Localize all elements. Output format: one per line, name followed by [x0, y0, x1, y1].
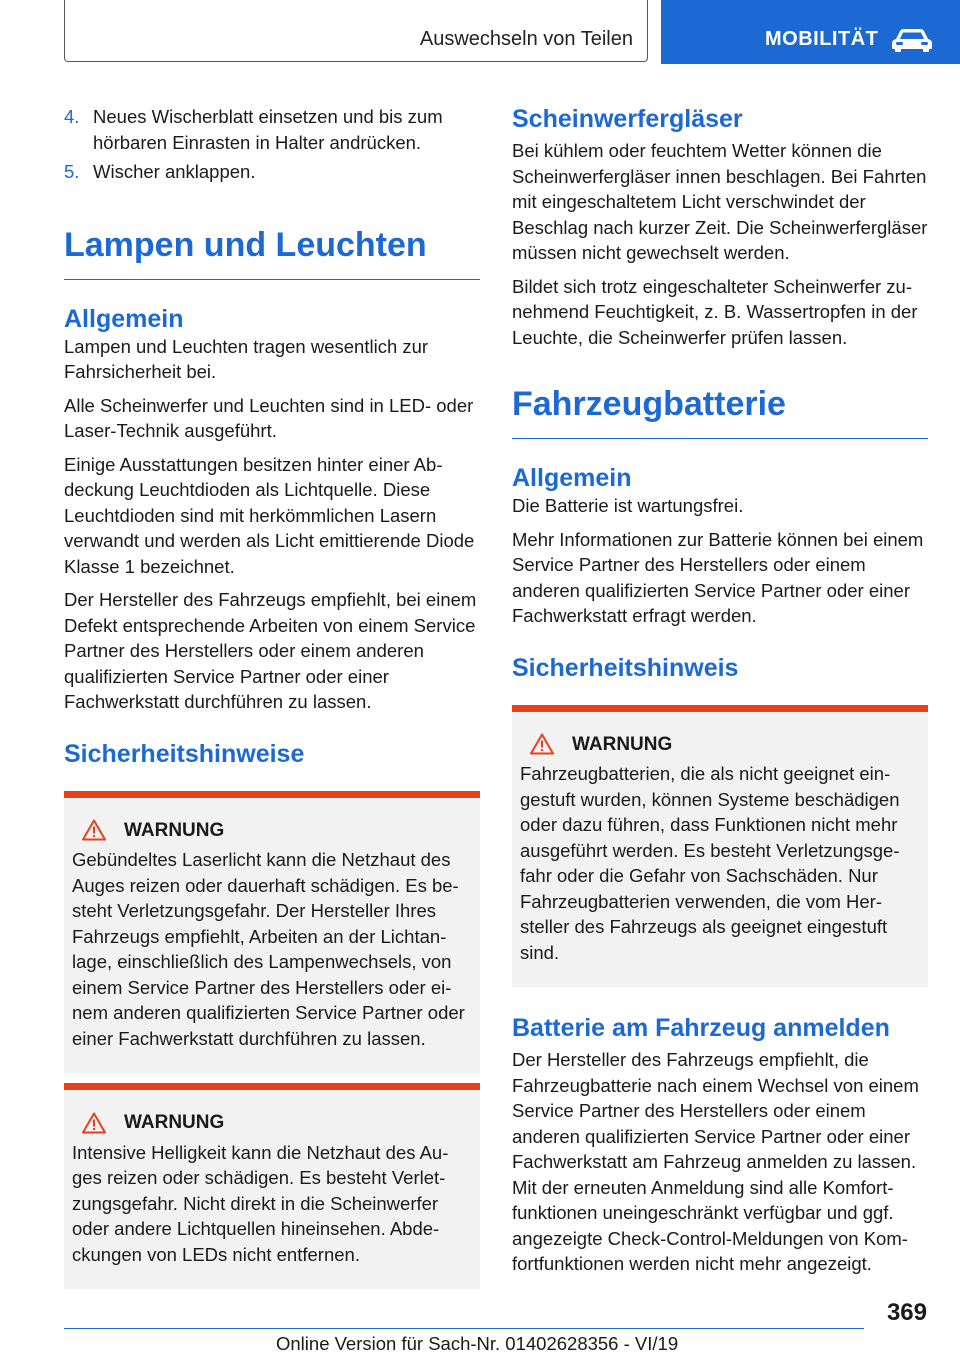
right-column — [512, 104, 928, 1285]
heading-battery: Fahrzeugbatterie — [512, 384, 928, 439]
step-text: Neues Wischerblatt einsetzen und bis zum hörbaren Einrasten in Halter andrücken. — [93, 106, 443, 153]
warning-text: Intensive Helligkeit kann die Netzhaut des Auges reizen oder schädigen. Es besteht Verletzungsgefahr. Nicht direkt in die Scheinwerfer oder andere Lichtquellen hineinsehen. Abdeckungen von LEDs nicht entfernen. — [72, 1141, 449, 1265]
online-version-note: Online Version für Sach-Nr. 01402628356 - VI/19 — [276, 1333, 679, 1354]
paragraph: Die Batterie ist wartungsfrei. — [512, 495, 744, 516]
paragraph: Einige Ausstattungen besitzen hinter einer Abdeckung Leuchtdioden als Lichtquelle. Diese Leuchtdioden sind mit herkömmlichen Lasern verwandt und werden als Licht emittierende Diode Klasse 1 bezeichnet. — [64, 453, 475, 577]
warning-label: WARNUNG — [572, 733, 673, 755]
heading-register-battery: Batterie am Fahrzeug anmelden — [512, 1014, 890, 1042]
paragraph: Bei kühlem oder feuchtem Wetter können die Scheinwerfergläser innen beschlagen. Bei Fahrten mit eingeschaltetem Licht verschwindet der Beschlag nach kurzer Zeit. Die Scheinwerfergläser müssen nicht gewechselt werden. — [512, 140, 928, 263]
step-item — [64, 159, 480, 185]
heading-safety: Sicherheitshinweise — [64, 739, 305, 768]
warning-label: WARNUNG — [124, 1112, 225, 1133]
warning-label: WARNUNG — [124, 819, 225, 841]
paragraph: Der Hersteller des Fahrzeugs empfiehlt, bei einem Defekt entsprechende Arbeiten von einem Service Partner des Herstellers oder einem anderen qualifizierten Service Partner oder einer Fachwerkstatt durchführen zu lassen. — [64, 589, 477, 712]
paragraph: Der Hersteller des Fahrzeugs empfiehlt, die Fahrzeugbatterie nach einem Wechsel von einem Service Partner des Herstellers oder einem anderen qualifizierten Service Partner oder einer Fachwerkstatt am Fahrzeug anmelden zu lassen. Mit der erneuten Anmeldung sind alle Komfortfunktionen uneingeschränkt verfügbar und ggf. angezeigte Check-Control-Meldungen von Komfortfunktionen werden nicht mehr angezeigt. — [512, 1049, 919, 1274]
warning-header — [72, 1110, 472, 1136]
warning-header — [72, 818, 472, 844]
warning-text: Fahrzeugbatterien, die als nicht geeignet eingestuft wurden, können Systeme beschädigen oder dazu führen, dass Funktionen nicht mehr ausgeführt werden. Es besteht Verletzungsgefahr oder die Gefahr von Sachschäden. Nur Fahrzeugbatterien verwenden, die vom Hersteller des Fahrzeugs als geeignet eingestuft sind. — [520, 763, 900, 963]
header-section-box — [64, 0, 648, 62]
chapter-tab — [661, 0, 960, 64]
heading-general: Allgemein — [64, 304, 184, 333]
heading-lamps: Lampen und Leuchten — [64, 225, 480, 280]
paragraph: Bildet sich trotz eingeschalteter Scheinwerfer zunehmend Feuchtigkeit, z. B. Wassertropfen in der Leuchte, die Scheinwerfer prüfen lassen. — [512, 275, 918, 348]
chapter-label: MOBILITÄT — [765, 28, 879, 50]
step-text: Wischer anklappen. — [93, 161, 256, 182]
section-title: Auswechseln von Teilen — [419, 28, 633, 50]
paragraph: Alle Scheinwerfer und Leuchten sind in LED- oder Laser-Technik ausgeführt. — [64, 394, 474, 441]
warning-box-brightness — [64, 1083, 480, 1289]
warning-box-laser — [64, 791, 480, 1074]
warning-triangle-icon — [82, 1112, 106, 1134]
car-icon — [890, 27, 934, 53]
step-number: 4. — [64, 106, 80, 127]
warning-triangle-icon — [530, 733, 554, 755]
warning-text: Gebündeltes Laserlicht kann die Netzhaut des Auges reizen oder dauerhaft schädigen. Es besteht Verletzungsgefahr. Der Hersteller Ihres Fahrzeugs empfiehlt, Arbeiten an der Lichtanlage, einschließlich des Lampenwechsels, von einem Service Partner des Herstellers oder einem anderen qualifizierten Service Partner oder einer Fachwerkstatt durchführen zu lassen. — [72, 849, 465, 1049]
left-column — [64, 104, 480, 1289]
step-number: 5. — [64, 161, 80, 182]
heading-general: Allgemein — [512, 464, 632, 492]
heading-safety-note: Sicherheitshinweis — [512, 653, 739, 682]
warning-box-battery — [512, 705, 928, 988]
step-item — [64, 104, 480, 155]
footer-divider — [64, 1328, 864, 1329]
heading-headlight-glass: Scheinwerfergläser — [512, 105, 743, 133]
warning-header — [520, 732, 920, 758]
paragraph: Lampen und Leuchten tragen wesentlich zur Fahrsicherheit bei. — [64, 335, 429, 382]
page-number: 369 — [886, 1299, 927, 1326]
warning-triangle-icon — [82, 819, 106, 841]
paragraph: Mehr Informationen zur Batterie können bei einem Service Partner des Herstellers oder einem anderen qualifizierten Service Partner oder einer Fachwerkstatt erfragt werden. — [512, 528, 924, 626]
